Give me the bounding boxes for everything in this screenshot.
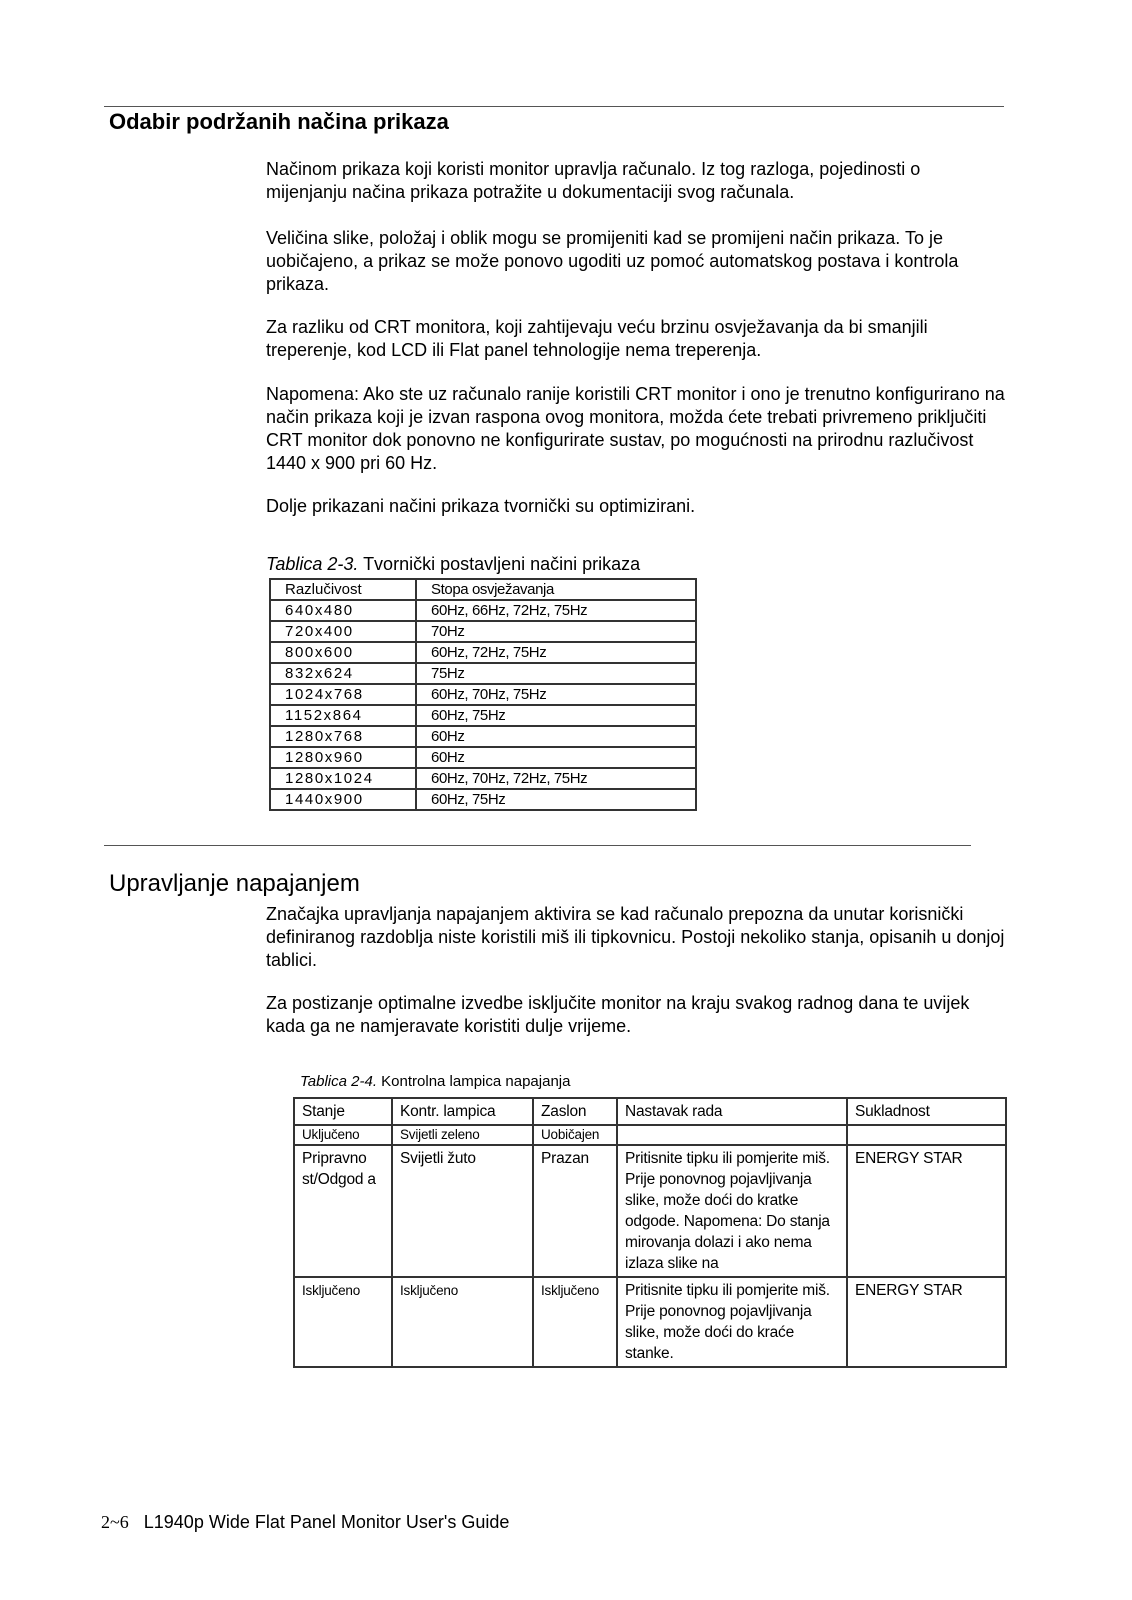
table-header-cell: Stanje (294, 1098, 392, 1125)
refresh-rate-cell: 60Hz, 66Hz, 72Hz, 75Hz (416, 600, 696, 621)
resolution-cell: 1152x864 (270, 705, 416, 726)
table-caption-display-modes (266, 553, 640, 575)
table-row (270, 642, 696, 663)
section-title-power-management: Upravljanje napajanjem (109, 870, 360, 897)
refresh-rate-cell: 60Hz, 70Hz, 75Hz (416, 684, 696, 705)
paragraph-crt-comparison: Za razliku od CRT monitora, koji zahtijevaju veću brzinu osvježavanja da bi smanjili treperenje, kod LCD ili Flat panel tehnologije nema treperenja. (266, 317, 928, 360)
guide-title: L1940p Wide Flat Panel Monitor User's Guide (143, 1512, 510, 1532)
table-header-cell: Zaslon (533, 1098, 617, 1125)
screen-cell: Prazan (533, 1145, 617, 1277)
table-row (270, 768, 696, 789)
resume-cell: Pritisnite tipku ili pomjerite miš. Prije ponovnog pojavljivanja slike, može doći do kratke odgode. Napomena: Do stanja mirovanja dolazi i ako nema izlaza slike na (617, 1145, 847, 1277)
resolution-cell: 1440x900 (270, 789, 416, 810)
table-caption-text: Kontrolna lampica napajanja (377, 1073, 571, 1090)
paragraph-intro: Načinom prikaza koji koristi monitor upravlja računalo. Iz tog razloga, pojedinosti o mijenjanju načina prikaza potražite u dokumentaciji svog računala. (266, 159, 921, 202)
table-row (294, 1125, 1006, 1145)
refresh-rate-cell: 60Hz, 70Hz, 72Hz, 75Hz (416, 768, 696, 789)
resolution-cell: 1280x1024 (270, 768, 416, 789)
refresh-rate-cell: 70Hz (416, 621, 696, 642)
table-header-cell: Stopa osvježavanja (416, 579, 696, 600)
resolution-cell: 640x480 (270, 600, 416, 621)
state-cell: Isključeno (294, 1277, 392, 1367)
table-header-cell: Nastavak rada (617, 1098, 847, 1125)
table-row (270, 684, 696, 705)
resolution-cell: 1280x960 (270, 747, 416, 768)
resolution-cell: 720x400 (270, 621, 416, 642)
paragraph-power-intro: Značajka upravljanja napajanjem aktivira se kad računalo prepozna da unutar korisnički definiranog razdoblja niste koristili miš ili tipkovnicu. Postoji nekoliko stanja, opisanih u donjoj tablici. (266, 904, 1005, 970)
page-number: 2~6 (101, 1512, 129, 1532)
table-row (270, 747, 696, 768)
refresh-rate-cell: 60Hz (416, 726, 696, 747)
refresh-rate-cell: 75Hz (416, 663, 696, 684)
table-row (270, 726, 696, 747)
table-header-cell: Kontr. lampica (392, 1098, 533, 1125)
table-header-cell: Sukladnost (847, 1098, 1006, 1125)
indicator-light-cell: Svijetli zeleno (392, 1125, 533, 1145)
screen-cell: Isključeno (533, 1277, 617, 1367)
table-row (270, 663, 696, 684)
table-header-row (270, 579, 696, 600)
paragraph-note: Napomena: Ako ste uz računalo ranije koristili CRT monitor i ono je trenutno konfigurirano na način prikaza koji je izvan raspona ovog monitora, možda ćete trebati privremeno priključiti CRT monitor dok ponovno ne konfigurirate sustav, po mogućnosti na prirodnu razlučivost 1440 x 900 pri 60 Hz. (266, 384, 1005, 473)
resolution-cell: 832x624 (270, 663, 416, 684)
resume-cell (617, 1125, 847, 1145)
section-rule (104, 845, 971, 846)
table-row (294, 1277, 1006, 1367)
top-rule (104, 106, 1004, 107)
table-caption-power-light (300, 1072, 570, 1092)
table-caption-label: Tablica 2-4. (300, 1073, 377, 1090)
refresh-rate-cell: 60Hz (416, 747, 696, 768)
resolution-cell: 800x600 (270, 642, 416, 663)
table-row (270, 621, 696, 642)
refresh-rate-cell: 60Hz, 75Hz (416, 789, 696, 810)
indicator-light-cell: Isključeno (392, 1277, 533, 1367)
resume-cell: Pritisnite tipku ili pomjerite miš. Prije ponovnog pojavljivanja slike, može doći do kraće stanke. (617, 1277, 847, 1367)
section-title-display-modes: Odabir podržanih načina prikaza (109, 109, 449, 134)
resolution-cell: 1024x768 (270, 684, 416, 705)
table-row (270, 600, 696, 621)
screen-cell: Uobičajen (533, 1125, 617, 1145)
power-indicator-table (293, 1097, 1007, 1368)
table-header-cell: Razlučivost (270, 579, 416, 600)
resolution-cell: 1280x768 (270, 726, 416, 747)
table-caption-text: Tvornički postavljeni načini prikaza (358, 554, 641, 574)
table-header-row (294, 1098, 1006, 1125)
table-row (294, 1145, 1006, 1277)
paragraph-power-tip: Za postizanje optimalne izvedbe isključite monitor na kraju svakog radnog dana te uvijek kada ga ne namjeravate koristiti dulje vrijeme. (266, 993, 970, 1036)
paragraph-image-size: Veličina slike, položaj i oblik mogu se promijeniti kad se promijeni način prikaza. To je uobičajeno, a prikaz se može ponovo ugoditi uz pomoć automatskog postava i kontrola prikaza. (266, 228, 959, 294)
page-footer (101, 1511, 509, 1533)
paragraph-optimized-modes: Dolje prikazani načini prikaza tvornički su optimizirani. (266, 496, 696, 516)
table-row (270, 789, 696, 810)
indicator-light-cell: Svijetli žuto (392, 1145, 533, 1277)
refresh-rate-cell: 60Hz, 75Hz (416, 705, 696, 726)
compliance-cell: ENERGY STAR (847, 1145, 1006, 1277)
table-row (270, 705, 696, 726)
compliance-cell (847, 1125, 1006, 1145)
state-cell: Pripravno st/Odgod a (294, 1145, 392, 1277)
compliance-cell: ENERGY STAR (847, 1277, 1006, 1367)
display-modes-table (269, 578, 697, 811)
state-cell: Uključeno (294, 1125, 392, 1145)
table-caption-label: Tablica 2-3. (266, 554, 359, 574)
refresh-rate-cell: 60Hz, 72Hz, 75Hz (416, 642, 696, 663)
